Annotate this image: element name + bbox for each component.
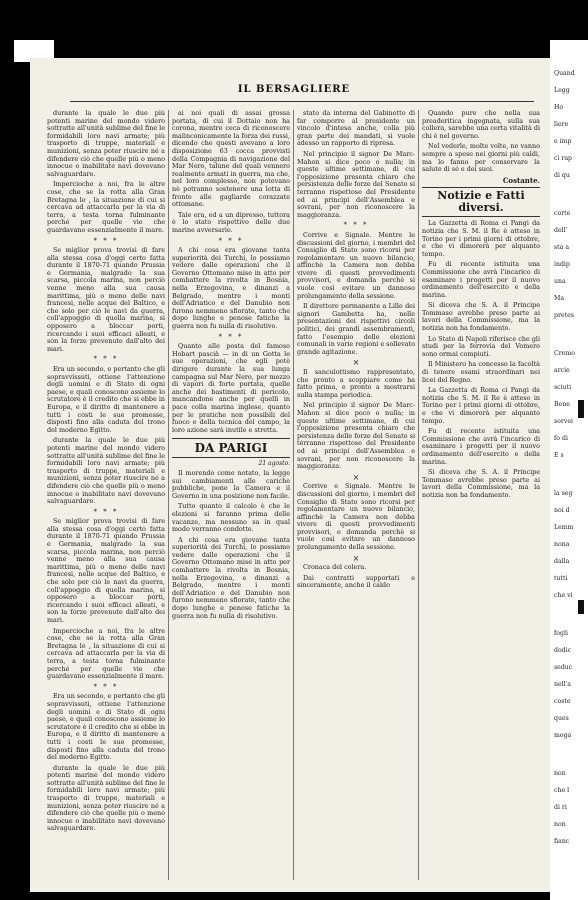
edge-fragment: che l xyxy=(554,787,570,794)
edge-fragment: moga xyxy=(554,732,572,739)
col1-para: Impercioche a noi, fra le altre cose, che se la rotta alla Gran Bretagna le , la situazione di cui si cercava ad attaccarla per la via di terra, a testa torna fulminante perché per quelle vie che guardavano essenzialmente il mare. xyxy=(47,180,165,234)
edge-fragment: Cremo xyxy=(554,350,575,357)
col4-para: La Gazzetta di Roma ci Pangi da notizia che S. M. il Re è atteso in Torino per i primi giorni di ottobre, e che vi dimorerà per alquanto tempo. xyxy=(422,219,540,258)
edge-fragment: seduc xyxy=(554,664,573,671)
separator-stars: * * * xyxy=(93,507,119,516)
edge-fragment: dodic xyxy=(554,647,572,654)
edge-fragment: sciuti xyxy=(554,384,572,391)
adjacent-page-edge xyxy=(550,40,588,900)
col1-para: Impercioche a noi, fra le altre cose, che se la rotta alla Gran Bretagna le , la situazione di cui si cercava ad attaccarla per la via di terra, a testa torna fulminante perché per quelle vie che guardavano essenzialmente il mare. xyxy=(47,626,165,681)
page-header: IL BERSAGLIERE xyxy=(237,84,351,95)
col3-para: Nel principio il signor De Marc-Mahon si dice poco o nulla; in queste ultime settimane, di cui l'opposizione presenta chiaro che persistenza delle forze del Senato si terranno rispettose del Presidente ed ai principi dell'Assemblea e sovrani, per non riconoscere la maggioranza. xyxy=(297,401,415,471)
edge-fragment: non xyxy=(554,821,566,828)
edge-fragment: Quand xyxy=(554,70,575,77)
col3-para: Il direttore permanente a Lille dei signori Gambetta ha, nelle presentazioni dei rispettivi circoli politici, dei grandi assembramenti, fatto l'esempio delle elezioni comunali in varie regioni e sollevato grande agitazione. xyxy=(297,302,415,356)
edge-fragment: arcie xyxy=(554,367,570,374)
col4-para: Quando pure che nella sua preaderitica ingegnata, sulla sua collera, sarebbe una certa vitalità di chi è nel governo. xyxy=(422,110,540,140)
edge-fragment: dalla xyxy=(554,558,570,565)
separator-stars: * * * xyxy=(93,355,119,364)
col4-para: Si diceva che S. A. il Principe Tommaso avrebbe preso parte ai lavori della Commissione, ma la notizia non ha fondamento. xyxy=(422,301,540,333)
col1-para: Era un secondo, e pertanto che gli sopravvissuti, ottiene l'attenzione degli uomini e di Stato di ogni paese, e quali conoscono assieme lo scrutatore è il credito che si ebbe in Europa, e il diritto di mantenere a tutti i costi le sue promesse, disposti fino alla caduta del trono del moderno Egitto. xyxy=(47,692,165,762)
edge-fragment: Legg xyxy=(554,87,570,94)
column-1 xyxy=(44,110,169,880)
separator-x: × xyxy=(352,472,360,482)
newspaper-page xyxy=(30,58,558,892)
col1-para: Se miglior prova trovisi di fare alla stessa cosa d'oggi certo fatta durante il 1870-71 quando Prussia e Germania, malgrado la sua scarsa, piccola marina, non perciò venne meno alla sua causa marittima, più o meno delle navi francesi, nelle acque del Baltico, e che solo per ciò le navi da guerra, coll'appoggio di quella marina, si opposero a bloccar porti, ricercando i suoi efficaci alleati, e son la forze prevenute dall'alto dei mari. xyxy=(47,517,165,624)
signature-costante: Costante. xyxy=(502,175,540,185)
edge-fragment: Lemm xyxy=(554,524,574,531)
edge-fragment: Ma xyxy=(554,295,565,302)
edge-fragment: pretes xyxy=(554,312,574,319)
col3-para: Nel principio il signor De Marc-Mahon si dice poco o nulla; in queste ultime settimane, di cui l'opposizione presenta chiaro che persistenza delle forze del Senato si terranno rispettose del Presidente ed ai principi dell'Assemblea e sovrani, per non riconoscere la maggioranza. xyxy=(297,149,415,219)
edge-fragment: la seg xyxy=(554,490,573,497)
separator-x: × xyxy=(352,358,360,368)
edge-fragment: nona xyxy=(554,541,570,548)
col1-para: durante la quale le due più potenti marine del mondo videro sottratte all'unità sublime del fine le formidabili loro navi armate; più trasporto di truppe, materiali e munizioni, senza poter riuscire né a difendere ciò che quelle più o meno innocue o inabilitate navi dovevano salvaguardare. xyxy=(47,436,165,506)
separator-stars: * * * xyxy=(93,236,119,245)
edge-fragment: e imp xyxy=(554,138,572,145)
col3-para: Corrive e Signale. Mentre le discussioni del giorno, i membri del Consiglio di Stato sono ricorsi per regolamentare un nuovo bilancio, affinchè la Camera non debba vivere di questi provvedimenti provvisori, e domanda perchè si vuole così evitare un dannoso prolungamento della sessione. xyxy=(297,230,415,300)
column-4 xyxy=(419,110,543,880)
edge-fragment: indip xyxy=(554,261,570,268)
col3-para: Il sanculottismo rappresentato, che pronto a scoppiare come ha fatto prima, e pronto a mostrarsi sulla stampa periodica. xyxy=(297,368,415,399)
edge-fragment: nell'a xyxy=(554,681,571,688)
col4-para: Lo Stato di Napoli riferisce che gli studi per la ferrovia del Vomero sono ormai compiuti. xyxy=(422,334,540,358)
edge-fragment: noi d xyxy=(554,507,570,514)
edge-fragment: sorvei xyxy=(554,418,573,425)
edge-bar xyxy=(578,400,584,418)
edge-fragment: coste xyxy=(554,698,571,705)
col4-para: Fu di recente istituita una Commissione che avrà l'incarico di esaminare i progetti per il nuovo ordinamento dell'esercito e della marina. xyxy=(422,260,540,299)
separator-stars: * * * xyxy=(218,332,244,341)
col4-para: Si diceva che S. A. il Principe Tommaso avrebbe preso parte ai lavori della Commissione, ma la notizia non ha fondamento. xyxy=(422,468,540,499)
edge-fragment: che vi xyxy=(554,592,573,599)
separator-stars: * * * xyxy=(343,221,369,230)
col2-para: Il morendo come notato, la legge sui cambiamenti alle cariche pubbliche, pone la Camera e il Governo in una posizione non facile. xyxy=(172,468,290,500)
edge-fragment: una xyxy=(554,278,566,285)
col1-para: durante la quale le due più potenti marine del mondo videro sottratte all'unità sublime del fine le formidabili loro navi armate; più trasporto di truppe, materiali e munizioni, senza poter riuscire né a difendere ciò che quelle più o meno innocue o inabilitate navi dovevano salvaguardare. xyxy=(47,110,165,178)
col4-para: Il Ministero ha concesso la facoltà di tenere esami straordinari nei licei del Regno. xyxy=(422,360,540,384)
edge-fragment: fianc xyxy=(554,838,570,845)
col2-para: A chi cosa era giovane tanta superiorità dei Turchi, lo possiamo vedere dalle operazioni che il Governo Ottomano mise in atto per combattere la rivolta in Bosnia, nella Erzegovina, e dinanzi a Belgrado, mentre i monti dell'Adriatico e del Danubio non furono nemmeno sfiorate, tanto che dopo lunghe e penose fatiche la guerra non fu nulla di risolutivo. xyxy=(172,246,290,331)
edge-fragment: sta a xyxy=(554,244,570,251)
edge-fragment: fo di xyxy=(554,435,568,442)
edge-fragment: di ri xyxy=(554,804,567,811)
section-heading-da-parigi: DA PARIGI xyxy=(172,438,290,458)
col3-para: stato da interna del Gabinetto di far comporre al presidente un vincolo d'intesa anche, colla più gran parte dei mandati, si vuole adesso un rapporto di ripresa. xyxy=(297,110,415,148)
col2-para: Tale era, ed a un dipresso, tuttora è lo stato rispettivo delle due marine avversarie. xyxy=(172,210,290,234)
column-2 xyxy=(169,110,294,880)
edge-fragment: Ho xyxy=(554,104,564,111)
col4-para: La Gazzetta di Roma ci Pangi da notizia che S. M. il Re è atteso in Torino per i primi giorni di ottobre, e che vi dimorerà per alquanto tempo. xyxy=(422,386,540,425)
col2-para: Tutto quanto il calcolo è che le elezioni si faranno prima delle vacanze, ma nessuno sa in qual modo verranno condotte. xyxy=(172,502,290,534)
col4-para: Fu di recente istituita una Commissione che avrà l'incarico di esaminare i progetti per il nuovo ordinamento dell'esercito e della marina. xyxy=(422,427,540,466)
edge-fragment: corte xyxy=(554,210,571,217)
edge-fragment: di qu xyxy=(554,172,570,179)
edge-fragment: ci rap xyxy=(554,155,573,162)
edge-bar xyxy=(578,600,584,614)
edge-fragment: non xyxy=(554,770,566,777)
col3-para: Corrive e Signale. Mentre le discussioni del giorno, i membri del Consiglio di Stato sono ricorsi per regolamentare un nuovo bilancio, affinchè la Camera non debba vivere di questi provvedimenti provvisori, e domanda perchè si vuole così evitare un dannoso prolungamento della sessione. xyxy=(297,482,415,552)
col1-para: Era un secondo, e pertanto che gli sopravvissuti, ottiene l'attenzione degli uomini e di Stato di ogni paese, e quali conoscono assieme lo scrutatore è il credito che si ebbe in Europa, e il diritto di mantenere a tutti i costi le sue promesse, disposti fino alla caduta del trono del moderno Egitto. xyxy=(47,365,165,434)
separator-stars: * * * xyxy=(218,236,244,245)
col2-para: Quanto alle posta del famoso Hobart pascià — in di un Gotta le sue operazioni, che egli potè dirigere durante la sua lunga campagna sul Mar Nero, per mezzo di vapori di forte portata, quelle anche dei bastimenti di pericolo, mancandone anche per quelli in pace colla marina inglese, quanto per le pratiche non possibili del fuoco e della tecnica del campo, la loro azione sarà inutile e stretta. xyxy=(172,342,290,434)
col4-para: Nel vederle, molte volte, ne vanno sempre a spese nei giorni più caldi, ma lo fanno per conservare la salute di sé e dei suoi. xyxy=(422,142,540,174)
col2-para: ai noi quali di assai grossa portata, di cui il Dottaio non ha corona, mentre ceca di riconoscere malinconicamente la forza dei russi, dicendo che questi avevano a loro disposizione 63 cocca provvisti della Compagnia di navigazione del Mar Nero, talune del quali vennero realmente armati in guerra, ma che, nel loro complesso, non potevano nè potranno sostenere una lotta di fronte alle gagliarde corazzate ottomane. xyxy=(172,110,290,209)
edge-fragment: dell' xyxy=(554,227,568,234)
col1-para: durante la quale le due più potenti marine del mondo videro sottratte all'unità sublime del fine le formidabili loro navi armate; più trasporto di truppe, materiali e munizioni, senza poter riuscire né a difendere ciò che quelle più o meno innocue o inabilitate navi dovevano salvaguardare. xyxy=(47,763,165,833)
edge-fragment: fogli xyxy=(554,630,568,637)
separator-stars: * * * xyxy=(93,682,119,691)
col2-para: A chi cosa era giovane tanta superiorità dei Turchi, lo possiamo vedere dalle operazioni che il Governo Ottomano mise in atto per combattere la rivolta in Bosnia, nella Erzegovina, e dinanzi a Belgrado, mentre i monti dell'Adriatico e del Danubio non furono nemmeno sfiorate, tanto che dopo lunghe e penose fatiche la guerra non fu nulla di risolutivo. xyxy=(172,535,290,620)
edge-fragments xyxy=(550,70,588,846)
separator-x: × xyxy=(352,553,360,563)
column-3 xyxy=(294,110,419,880)
col3-para: Dai contratti supportati e sinceramente, anche il caldo xyxy=(297,573,415,590)
edge-fragment: E s xyxy=(554,452,564,459)
edge-fragment: ques xyxy=(554,715,569,722)
edge-fragment: Bene xyxy=(554,401,570,408)
header-rule xyxy=(70,101,534,102)
edge-fragment: tutti xyxy=(554,575,568,582)
edge-fragment: liere xyxy=(554,121,569,128)
section-heading-notizie: Notizie e Fatti diversi. xyxy=(422,187,540,217)
dateline: 21 agosto. xyxy=(258,460,290,468)
col1-para: Se miglior prova trovisi di fare alla stessa cosa d'oggi certo fatta durante il 1870-71 quando Prussia e Germania, malgrado la sua scarsa, piccola marina, non perciò venne meno alla sua causa marittima, più o meno delle navi francesi, nelle acque del Baltico, e che solo per ciò le navi da guerra, coll'appoggio di quella marina, si opposero a bloccar porti, ricercando i suoi efficaci alleati, e son la forze prevenute dall'alto dei mari. xyxy=(47,246,165,353)
col3-para: Cronaca del colera. xyxy=(303,563,367,572)
article-columns xyxy=(44,110,550,880)
